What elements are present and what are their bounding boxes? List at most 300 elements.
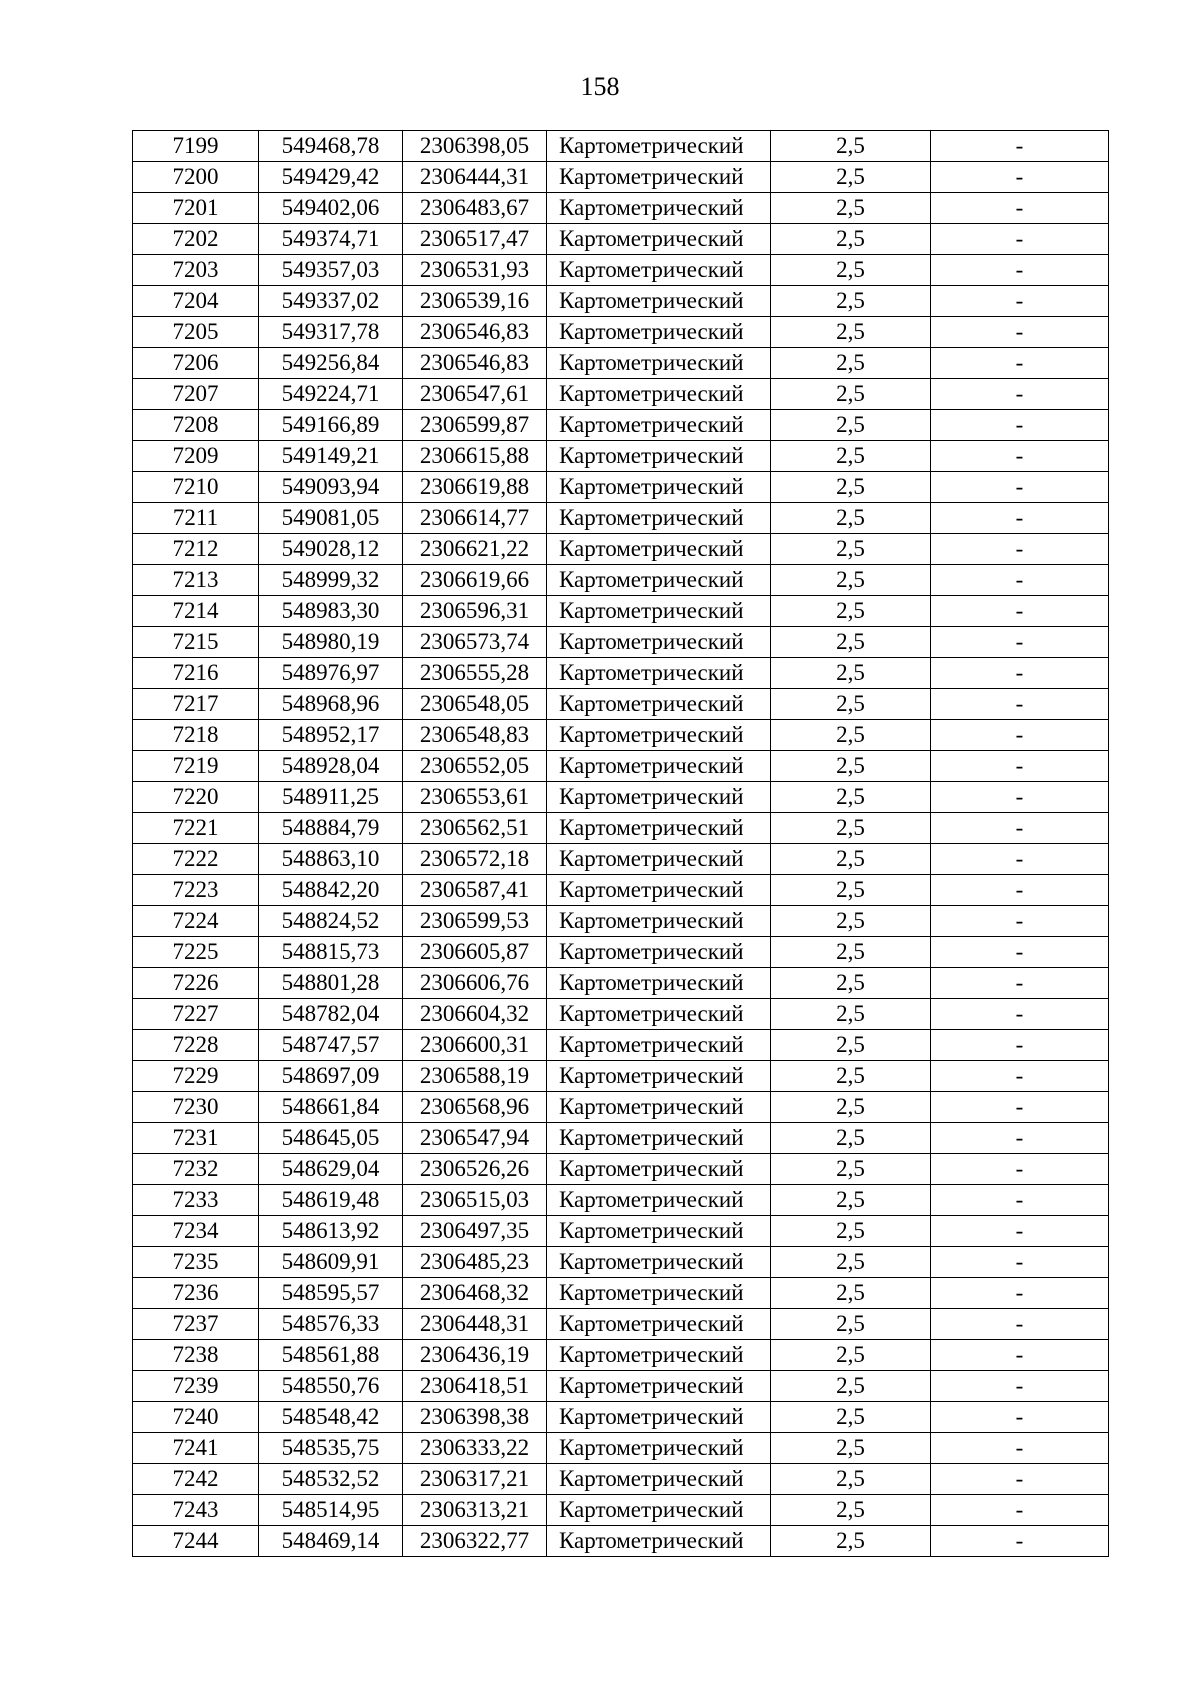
method-cell: Картометрический [547,1247,771,1278]
y-coordinate-cell: 2306568,96 [403,1092,547,1123]
table-row [133,875,1109,906]
note-cell: - [931,379,1109,410]
table-row [133,441,1109,472]
point-number-cell: 7232 [133,1154,259,1185]
table-row [133,658,1109,689]
y-coordinate-cell: 2306531,93 [403,255,547,286]
y-coordinate-cell: 2306599,87 [403,410,547,441]
accuracy-cell: 2,5 [771,813,931,844]
accuracy-cell: 2,5 [771,1526,931,1557]
x-coordinate-cell: 548661,84 [259,1092,403,1123]
accuracy-cell: 2,5 [771,1092,931,1123]
method-cell: Картометрический [547,1526,771,1557]
x-coordinate-cell: 548532,52 [259,1464,403,1495]
x-coordinate-cell: 548782,04 [259,999,403,1030]
note-cell: - [931,689,1109,720]
method-cell: Картометрический [547,503,771,534]
accuracy-cell: 2,5 [771,751,931,782]
x-coordinate-cell: 549337,02 [259,286,403,317]
x-coordinate-cell: 549468,78 [259,131,403,162]
note-cell: - [931,968,1109,999]
x-coordinate-cell: 548815,73 [259,937,403,968]
point-number-cell: 7210 [133,472,259,503]
x-coordinate-cell: 549357,03 [259,255,403,286]
accuracy-cell: 2,5 [771,875,931,906]
note-cell: - [931,534,1109,565]
accuracy-cell: 2,5 [771,689,931,720]
accuracy-cell: 2,5 [771,317,931,348]
accuracy-cell: 2,5 [771,906,931,937]
note-cell: - [931,844,1109,875]
y-coordinate-cell: 2306614,77 [403,503,547,534]
method-cell: Картометрический [547,410,771,441]
table-row [133,410,1109,441]
point-number-cell: 7217 [133,689,259,720]
point-number-cell: 7211 [133,503,259,534]
x-coordinate-cell: 548550,76 [259,1371,403,1402]
table-row [133,1495,1109,1526]
x-coordinate-cell: 548968,96 [259,689,403,720]
table-row [133,255,1109,286]
x-coordinate-cell: 548514,95 [259,1495,403,1526]
accuracy-cell: 2,5 [771,1495,931,1526]
note-cell: - [931,658,1109,689]
point-number-cell: 7243 [133,1495,259,1526]
accuracy-cell: 2,5 [771,999,931,1030]
note-cell: - [931,286,1109,317]
table-row [133,596,1109,627]
note-cell: - [931,317,1109,348]
method-cell: Картометрический [547,906,771,937]
note-cell: - [931,131,1109,162]
point-number-cell: 7238 [133,1340,259,1371]
table-row [133,1402,1109,1433]
table-row [133,162,1109,193]
x-coordinate-cell: 548911,25 [259,782,403,813]
method-cell: Картометрический [547,999,771,1030]
accuracy-cell: 2,5 [771,1309,931,1340]
point-number-cell: 7208 [133,410,259,441]
point-number-cell: 7236 [133,1278,259,1309]
x-coordinate-cell: 548747,57 [259,1030,403,1061]
y-coordinate-cell: 2306497,35 [403,1216,547,1247]
y-coordinate-cell: 2306515,03 [403,1185,547,1216]
point-number-cell: 7216 [133,658,259,689]
table-row [133,906,1109,937]
point-number-cell: 7227 [133,999,259,1030]
y-coordinate-cell: 2306604,32 [403,999,547,1030]
table-row [133,1526,1109,1557]
point-number-cell: 7225 [133,937,259,968]
point-number-cell: 7241 [133,1433,259,1464]
accuracy-cell: 2,5 [771,534,931,565]
table-row [133,348,1109,379]
y-coordinate-cell: 2306606,76 [403,968,547,999]
x-coordinate-cell: 548980,19 [259,627,403,658]
method-cell: Картометрический [547,1309,771,1340]
y-coordinate-cell: 2306548,05 [403,689,547,720]
note-cell: - [931,1371,1109,1402]
y-coordinate-cell: 2306333,22 [403,1433,547,1464]
point-number-cell: 7230 [133,1092,259,1123]
method-cell: Картометрический [547,751,771,782]
table-row [133,813,1109,844]
table-row [133,689,1109,720]
x-coordinate-cell: 549374,71 [259,224,403,255]
note-cell: - [931,751,1109,782]
accuracy-cell: 2,5 [771,162,931,193]
page-number: 158 [580,72,620,101]
method-cell: Картометрический [547,472,771,503]
x-coordinate-cell: 548999,32 [259,565,403,596]
point-number-cell: 7201 [133,193,259,224]
point-number-cell: 7204 [133,286,259,317]
x-coordinate-cell: 549402,06 [259,193,403,224]
x-coordinate-cell: 549081,05 [259,503,403,534]
x-coordinate-cell: 548697,09 [259,1061,403,1092]
x-coordinate-cell: 549256,84 [259,348,403,379]
y-coordinate-cell: 2306587,41 [403,875,547,906]
method-cell: Картометрический [547,1433,771,1464]
x-coordinate-cell: 548976,97 [259,658,403,689]
point-number-cell: 7199 [133,131,259,162]
table-row [133,968,1109,999]
method-cell: Картометрический [547,1092,771,1123]
method-cell: Картометрический [547,255,771,286]
accuracy-cell: 2,5 [771,1464,931,1495]
y-coordinate-cell: 2306573,74 [403,627,547,658]
method-cell: Картометрический [547,813,771,844]
x-coordinate-cell: 548548,42 [259,1402,403,1433]
y-coordinate-cell: 2306605,87 [403,937,547,968]
note-cell: - [931,1092,1109,1123]
point-number-cell: 7218 [133,720,259,751]
accuracy-cell: 2,5 [771,1061,931,1092]
x-coordinate-cell: 549149,21 [259,441,403,472]
note-cell: - [931,937,1109,968]
x-coordinate-cell: 548619,48 [259,1185,403,1216]
note-cell: - [931,410,1109,441]
method-cell: Картометрический [547,627,771,658]
point-number-cell: 7235 [133,1247,259,1278]
method-cell: Картометрический [547,348,771,379]
y-coordinate-cell: 2306485,23 [403,1247,547,1278]
table-row [133,1216,1109,1247]
method-cell: Картометрический [547,193,771,224]
table-row [133,937,1109,968]
table-row [133,317,1109,348]
accuracy-cell: 2,5 [771,565,931,596]
accuracy-cell: 2,5 [771,658,931,689]
point-number-cell: 7209 [133,441,259,472]
accuracy-cell: 2,5 [771,472,931,503]
method-cell: Картометрический [547,1123,771,1154]
table-row [133,1154,1109,1185]
point-number-cell: 7231 [133,1123,259,1154]
y-coordinate-cell: 2306596,31 [403,596,547,627]
note-cell: - [931,224,1109,255]
y-coordinate-cell: 2306552,05 [403,751,547,782]
accuracy-cell: 2,5 [771,844,931,875]
accuracy-cell: 2,5 [771,782,931,813]
y-coordinate-cell: 2306398,05 [403,131,547,162]
note-cell: - [931,720,1109,751]
accuracy-cell: 2,5 [771,379,931,410]
method-cell: Картометрический [547,596,771,627]
point-number-cell: 7224 [133,906,259,937]
note-cell: - [931,1123,1109,1154]
note-cell: - [931,503,1109,534]
table-row [133,627,1109,658]
method-cell: Картометрический [547,1030,771,1061]
note-cell: - [931,1247,1109,1278]
x-coordinate-cell: 548952,17 [259,720,403,751]
method-cell: Картометрический [547,224,771,255]
x-coordinate-cell: 548884,79 [259,813,403,844]
point-number-cell: 7233 [133,1185,259,1216]
method-cell: Картометрический [547,131,771,162]
y-coordinate-cell: 2306615,88 [403,441,547,472]
note-cell: - [931,1278,1109,1309]
method-cell: Картометрический [547,1464,771,1495]
note-cell: - [931,1495,1109,1526]
point-number-cell: 7219 [133,751,259,782]
point-number-cell: 7207 [133,379,259,410]
note-cell: - [931,627,1109,658]
point-number-cell: 7226 [133,968,259,999]
method-cell: Картометрический [547,782,771,813]
point-number-cell: 7203 [133,255,259,286]
x-coordinate-cell: 549166,89 [259,410,403,441]
table-row [133,131,1109,162]
y-coordinate-cell: 2306317,21 [403,1464,547,1495]
note-cell: - [931,162,1109,193]
note-cell: - [931,1309,1109,1340]
method-cell: Картометрический [547,1340,771,1371]
y-coordinate-cell: 2306572,18 [403,844,547,875]
accuracy-cell: 2,5 [771,1371,931,1402]
accuracy-cell: 2,5 [771,410,931,441]
table-row [133,720,1109,751]
note-cell: - [931,1154,1109,1185]
accuracy-cell: 2,5 [771,1030,931,1061]
y-coordinate-cell: 2306619,66 [403,565,547,596]
point-number-cell: 7240 [133,1402,259,1433]
method-cell: Картометрический [547,534,771,565]
method-cell: Картометрический [547,720,771,751]
accuracy-cell: 2,5 [771,441,931,472]
x-coordinate-cell: 548645,05 [259,1123,403,1154]
table-row [133,286,1109,317]
table-row [133,751,1109,782]
y-coordinate-cell: 2306526,26 [403,1154,547,1185]
accuracy-cell: 2,5 [771,348,931,379]
accuracy-cell: 2,5 [771,968,931,999]
y-coordinate-cell: 2306619,88 [403,472,547,503]
point-number-cell: 7214 [133,596,259,627]
coordinates-table-body [133,131,1109,1557]
point-number-cell: 7213 [133,565,259,596]
x-coordinate-cell: 549224,71 [259,379,403,410]
method-cell: Картометрический [547,1154,771,1185]
note-cell: - [931,1185,1109,1216]
point-number-cell: 7223 [133,875,259,906]
note-cell: - [931,1526,1109,1557]
note-cell: - [931,1340,1109,1371]
x-coordinate-cell: 548983,30 [259,596,403,627]
y-coordinate-cell: 2306313,21 [403,1495,547,1526]
table-row [133,1464,1109,1495]
accuracy-cell: 2,5 [771,1216,931,1247]
table-row [133,1092,1109,1123]
x-coordinate-cell: 548535,75 [259,1433,403,1464]
note-cell: - [931,1216,1109,1247]
y-coordinate-cell: 2306546,83 [403,317,547,348]
y-coordinate-cell: 2306588,19 [403,1061,547,1092]
table-row [133,999,1109,1030]
y-coordinate-cell: 2306436,19 [403,1340,547,1371]
point-number-cell: 7205 [133,317,259,348]
point-number-cell: 7212 [133,534,259,565]
table-row [133,224,1109,255]
accuracy-cell: 2,5 [771,627,931,658]
table-row [133,1185,1109,1216]
note-cell: - [931,906,1109,937]
y-coordinate-cell: 2306444,31 [403,162,547,193]
accuracy-cell: 2,5 [771,131,931,162]
method-cell: Картометрический [547,1495,771,1526]
y-coordinate-cell: 2306483,67 [403,193,547,224]
accuracy-cell: 2,5 [771,224,931,255]
method-cell: Картометрический [547,162,771,193]
accuracy-cell: 2,5 [771,1123,931,1154]
x-coordinate-cell: 548824,52 [259,906,403,937]
note-cell: - [931,193,1109,224]
x-coordinate-cell: 548561,88 [259,1340,403,1371]
method-cell: Картометрический [547,875,771,906]
accuracy-cell: 2,5 [771,286,931,317]
accuracy-cell: 2,5 [771,1247,931,1278]
accuracy-cell: 2,5 [771,503,931,534]
table-row [133,1030,1109,1061]
note-cell: - [931,782,1109,813]
note-cell: - [931,255,1109,286]
accuracy-cell: 2,5 [771,193,931,224]
x-coordinate-cell: 548842,20 [259,875,403,906]
accuracy-cell: 2,5 [771,255,931,286]
method-cell: Картометрический [547,379,771,410]
point-number-cell: 7202 [133,224,259,255]
accuracy-cell: 2,5 [771,596,931,627]
y-coordinate-cell: 2306546,83 [403,348,547,379]
y-coordinate-cell: 2306548,83 [403,720,547,751]
note-cell: - [931,875,1109,906]
note-cell: - [931,441,1109,472]
accuracy-cell: 2,5 [771,1340,931,1371]
table-row [133,844,1109,875]
table-row [133,782,1109,813]
x-coordinate-cell: 549093,94 [259,472,403,503]
method-cell: Картометрический [547,1216,771,1247]
accuracy-cell: 2,5 [771,720,931,751]
point-number-cell: 7242 [133,1464,259,1495]
accuracy-cell: 2,5 [771,1433,931,1464]
note-cell: - [931,565,1109,596]
x-coordinate-cell: 548928,04 [259,751,403,782]
method-cell: Картометрический [547,317,771,348]
method-cell: Картометрический [547,844,771,875]
note-cell: - [931,1464,1109,1495]
x-coordinate-cell: 548613,92 [259,1216,403,1247]
point-number-cell: 7237 [133,1309,259,1340]
method-cell: Картометрический [547,286,771,317]
note-cell: - [931,596,1109,627]
method-cell: Картометрический [547,565,771,596]
note-cell: - [931,1030,1109,1061]
x-coordinate-cell: 548609,91 [259,1247,403,1278]
y-coordinate-cell: 2306448,31 [403,1309,547,1340]
point-number-cell: 7228 [133,1030,259,1061]
x-coordinate-cell: 549429,42 [259,162,403,193]
point-number-cell: 7206 [133,348,259,379]
table-row [133,1371,1109,1402]
y-coordinate-cell: 2306539,16 [403,286,547,317]
table-row [133,565,1109,596]
note-cell: - [931,999,1109,1030]
x-coordinate-cell: 548469,14 [259,1526,403,1557]
accuracy-cell: 2,5 [771,1185,931,1216]
y-coordinate-cell: 2306468,32 [403,1278,547,1309]
method-cell: Картометрический [547,1402,771,1433]
y-coordinate-cell: 2306322,77 [403,1526,547,1557]
y-coordinate-cell: 2306517,47 [403,224,547,255]
method-cell: Картометрический [547,968,771,999]
note-cell: - [931,348,1109,379]
point-number-cell: 7244 [133,1526,259,1557]
point-number-cell: 7221 [133,813,259,844]
note-cell: - [931,1433,1109,1464]
table-row [133,472,1109,503]
x-coordinate-cell: 549028,12 [259,534,403,565]
note-cell: - [931,1061,1109,1092]
y-coordinate-cell: 2306418,51 [403,1371,547,1402]
method-cell: Картометрический [547,1061,771,1092]
x-coordinate-cell: 548629,04 [259,1154,403,1185]
table-row [133,503,1109,534]
method-cell: Картометрический [547,1278,771,1309]
table-row [133,379,1109,410]
y-coordinate-cell: 2306600,31 [403,1030,547,1061]
table-row [133,534,1109,565]
point-number-cell: 7215 [133,627,259,658]
note-cell: - [931,472,1109,503]
table-row [133,1278,1109,1309]
point-number-cell: 7239 [133,1371,259,1402]
method-cell: Картометрический [547,1371,771,1402]
y-coordinate-cell: 2306398,38 [403,1402,547,1433]
table-row [133,1061,1109,1092]
accuracy-cell: 2,5 [771,937,931,968]
y-coordinate-cell: 2306553,61 [403,782,547,813]
x-coordinate-cell: 548576,33 [259,1309,403,1340]
x-coordinate-cell: 548595,57 [259,1278,403,1309]
accuracy-cell: 2,5 [771,1402,931,1433]
x-coordinate-cell: 549317,78 [259,317,403,348]
point-number-cell: 7220 [133,782,259,813]
table-row [133,1123,1109,1154]
x-coordinate-cell: 548801,28 [259,968,403,999]
method-cell: Картометрический [547,658,771,689]
